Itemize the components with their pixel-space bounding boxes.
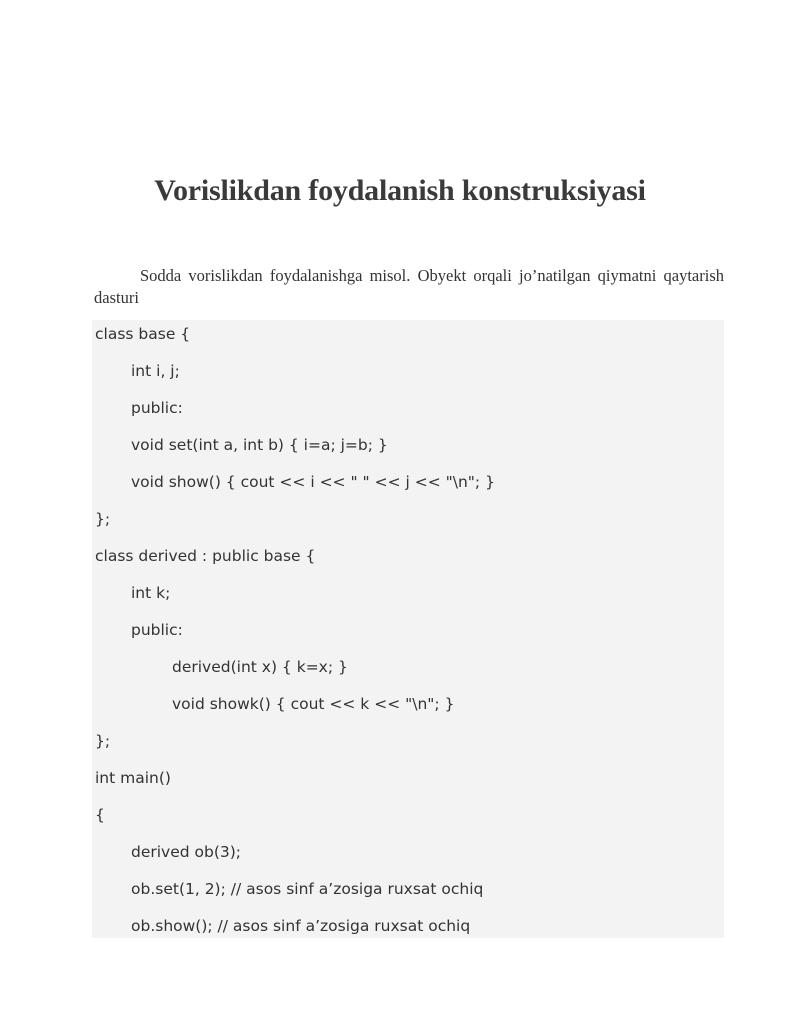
code-line: derived(int x) { k=x; }	[172, 658, 348, 676]
code-line: {	[95, 806, 105, 824]
code-line: ob.set(1, 2); // asos sinf a’zosiga ruxsat ochiq	[131, 880, 484, 898]
document-title: Vorislikdan foydalanish konstruksiyasi	[154, 174, 646, 207]
code-line: int k;	[131, 584, 171, 602]
code-line: derived ob(3);	[131, 843, 242, 861]
code-line: ob.show(); // asos sinf a’zosiga ruxsat ochiq	[131, 917, 471, 935]
code-line: public:	[131, 399, 183, 417]
code-line: class derived : public base {	[95, 547, 316, 565]
code-line: };	[95, 732, 111, 750]
code-line: int main()	[95, 769, 171, 787]
code-line: void showk() { cout << k << "\n"; }	[172, 695, 455, 713]
code-line: void set(int a, int b) { i=a; j=b; }	[131, 436, 388, 454]
code-line: void show() { cout << i << " " << j << "\n"; }	[131, 473, 495, 491]
code-line: };	[95, 510, 111, 528]
code-line: public:	[131, 621, 183, 639]
intro-paragraph: Sodda vorislikdan foydalanishga misol. Obyekt orqali jo’natilgan qiymatni qaytarish dasturi	[94, 266, 724, 307]
code-block	[92, 320, 724, 938]
code-line: class base {	[95, 325, 191, 343]
code-line: int i, j;	[131, 362, 180, 380]
